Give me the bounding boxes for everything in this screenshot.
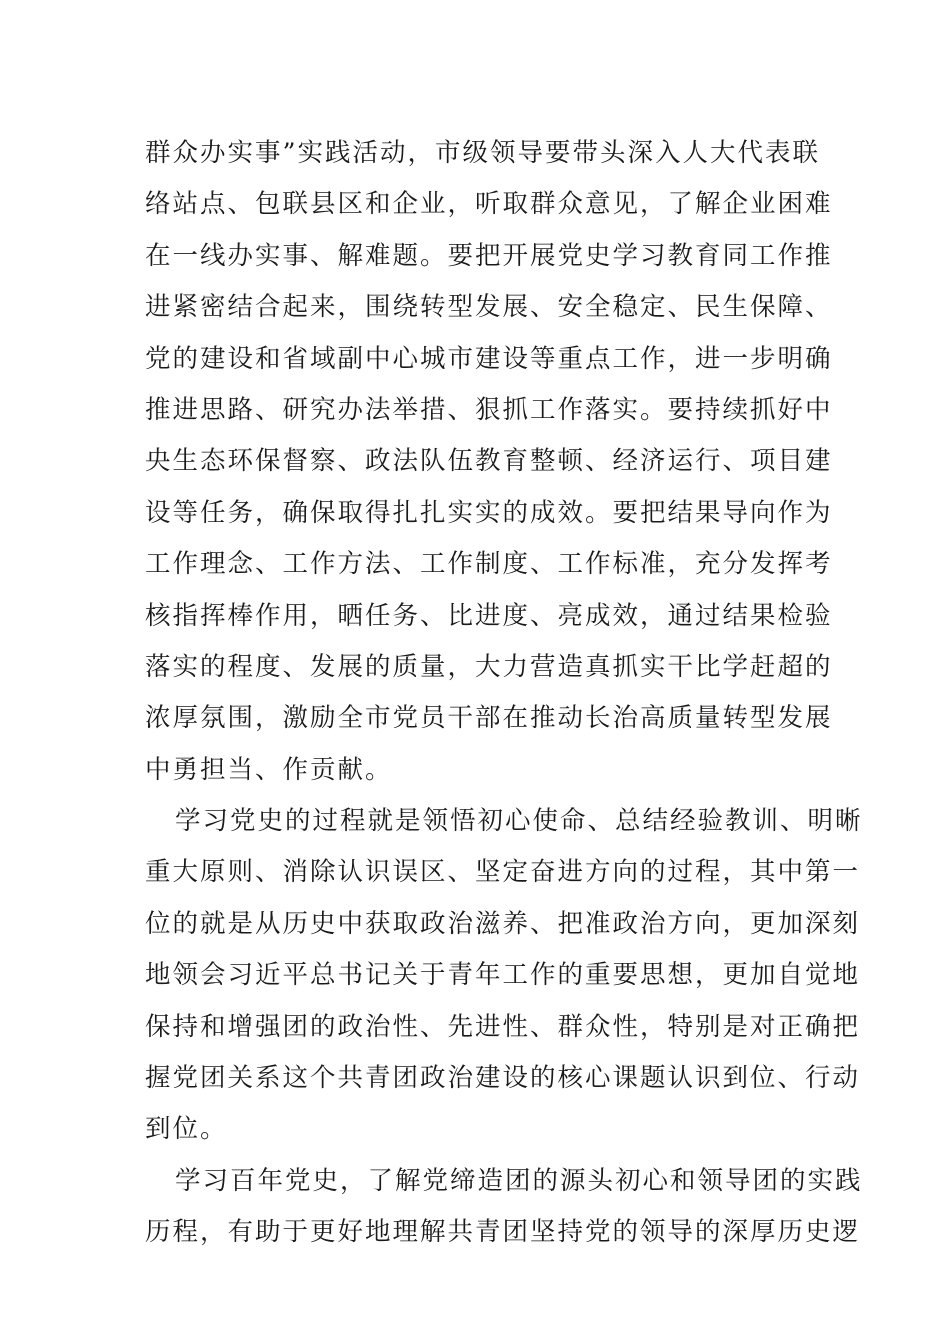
paragraph-line: 浓厚氛围，激励全市党员干部在推动长治高质量转型发展 [145, 703, 833, 734]
paragraph-line: 党的建设和省域副中心城市建设等重点工作，进一步明确 [145, 343, 833, 374]
paragraph-line: 落实的程度、发展的质量，大力营造真抓实干比学赶超的 [145, 651, 833, 682]
paragraph-line: 中勇担当、作贡献。 [145, 754, 393, 785]
paragraph-2 [145, 796, 863, 1156]
document-body [145, 128, 863, 1259]
paragraph-line: 重大原则、消除认识误区、坚定奋进方向的过程，其中第一 [145, 857, 861, 888]
paragraph-line: 到位。 [145, 1114, 228, 1145]
paragraph-1 [145, 128, 833, 796]
paragraph-line: 历程，有助于更好地理解共青团坚持党的领导的深厚历史逻 [145, 1217, 861, 1248]
paragraph-line: 核指挥棒作用，晒任务、比进度、亮成效，通过结果检验 [145, 600, 833, 631]
paragraph-line: 握党团关系这个共青团政治建设的核心课题认识到位、行动 [145, 1063, 861, 1094]
paragraph-3 [145, 1156, 863, 1259]
paragraph-line: 学习百年党史，了解党缔造团的源头初心和领导团的实践 [175, 1165, 863, 1196]
paragraph-line: 保持和增强团的政治性、先进性、群众性，特别是对正确把 [145, 1011, 861, 1042]
paragraph-line: 设等任务，确保取得扎扎实实的成效。要把结果导向作为 [145, 497, 833, 528]
paragraph-line: 群众办实事”实践活动，市级领导要带头深入人大代表联 [145, 138, 821, 168]
paragraph-line: 工作理念、工作方法、工作制度、工作标准，充分发挥考 [145, 549, 833, 580]
paragraph-line: 央生态环保督察、政法队伍教育整顿、经济运行、项目建 [145, 446, 833, 477]
paragraph-line: 络站点、包联县区和企业，听取群众意见，了解企业困难 [145, 189, 833, 220]
paragraph-line: 进紧密结合起来，围绕转型发展、安全稳定、民生保障、 [145, 292, 833, 323]
paragraph-line: 地领会习近平总书记关于青年工作的重要思想，更加自觉地 [145, 960, 861, 991]
paragraph-line: 在一线办实事、解难题。要把开展党史学习教育同工作推 [145, 240, 833, 271]
paragraph-line: 推进思路、研究办法举措、狠抓工作落实。要持续抓好中 [145, 394, 833, 425]
paragraph-line: 学习党史的过程就是领悟初心使命、总结经验教训、明晰 [175, 806, 863, 837]
paragraph-line: 位的就是从历史中获取政治滋养、把准政治方向，更加深刻 [145, 908, 861, 939]
